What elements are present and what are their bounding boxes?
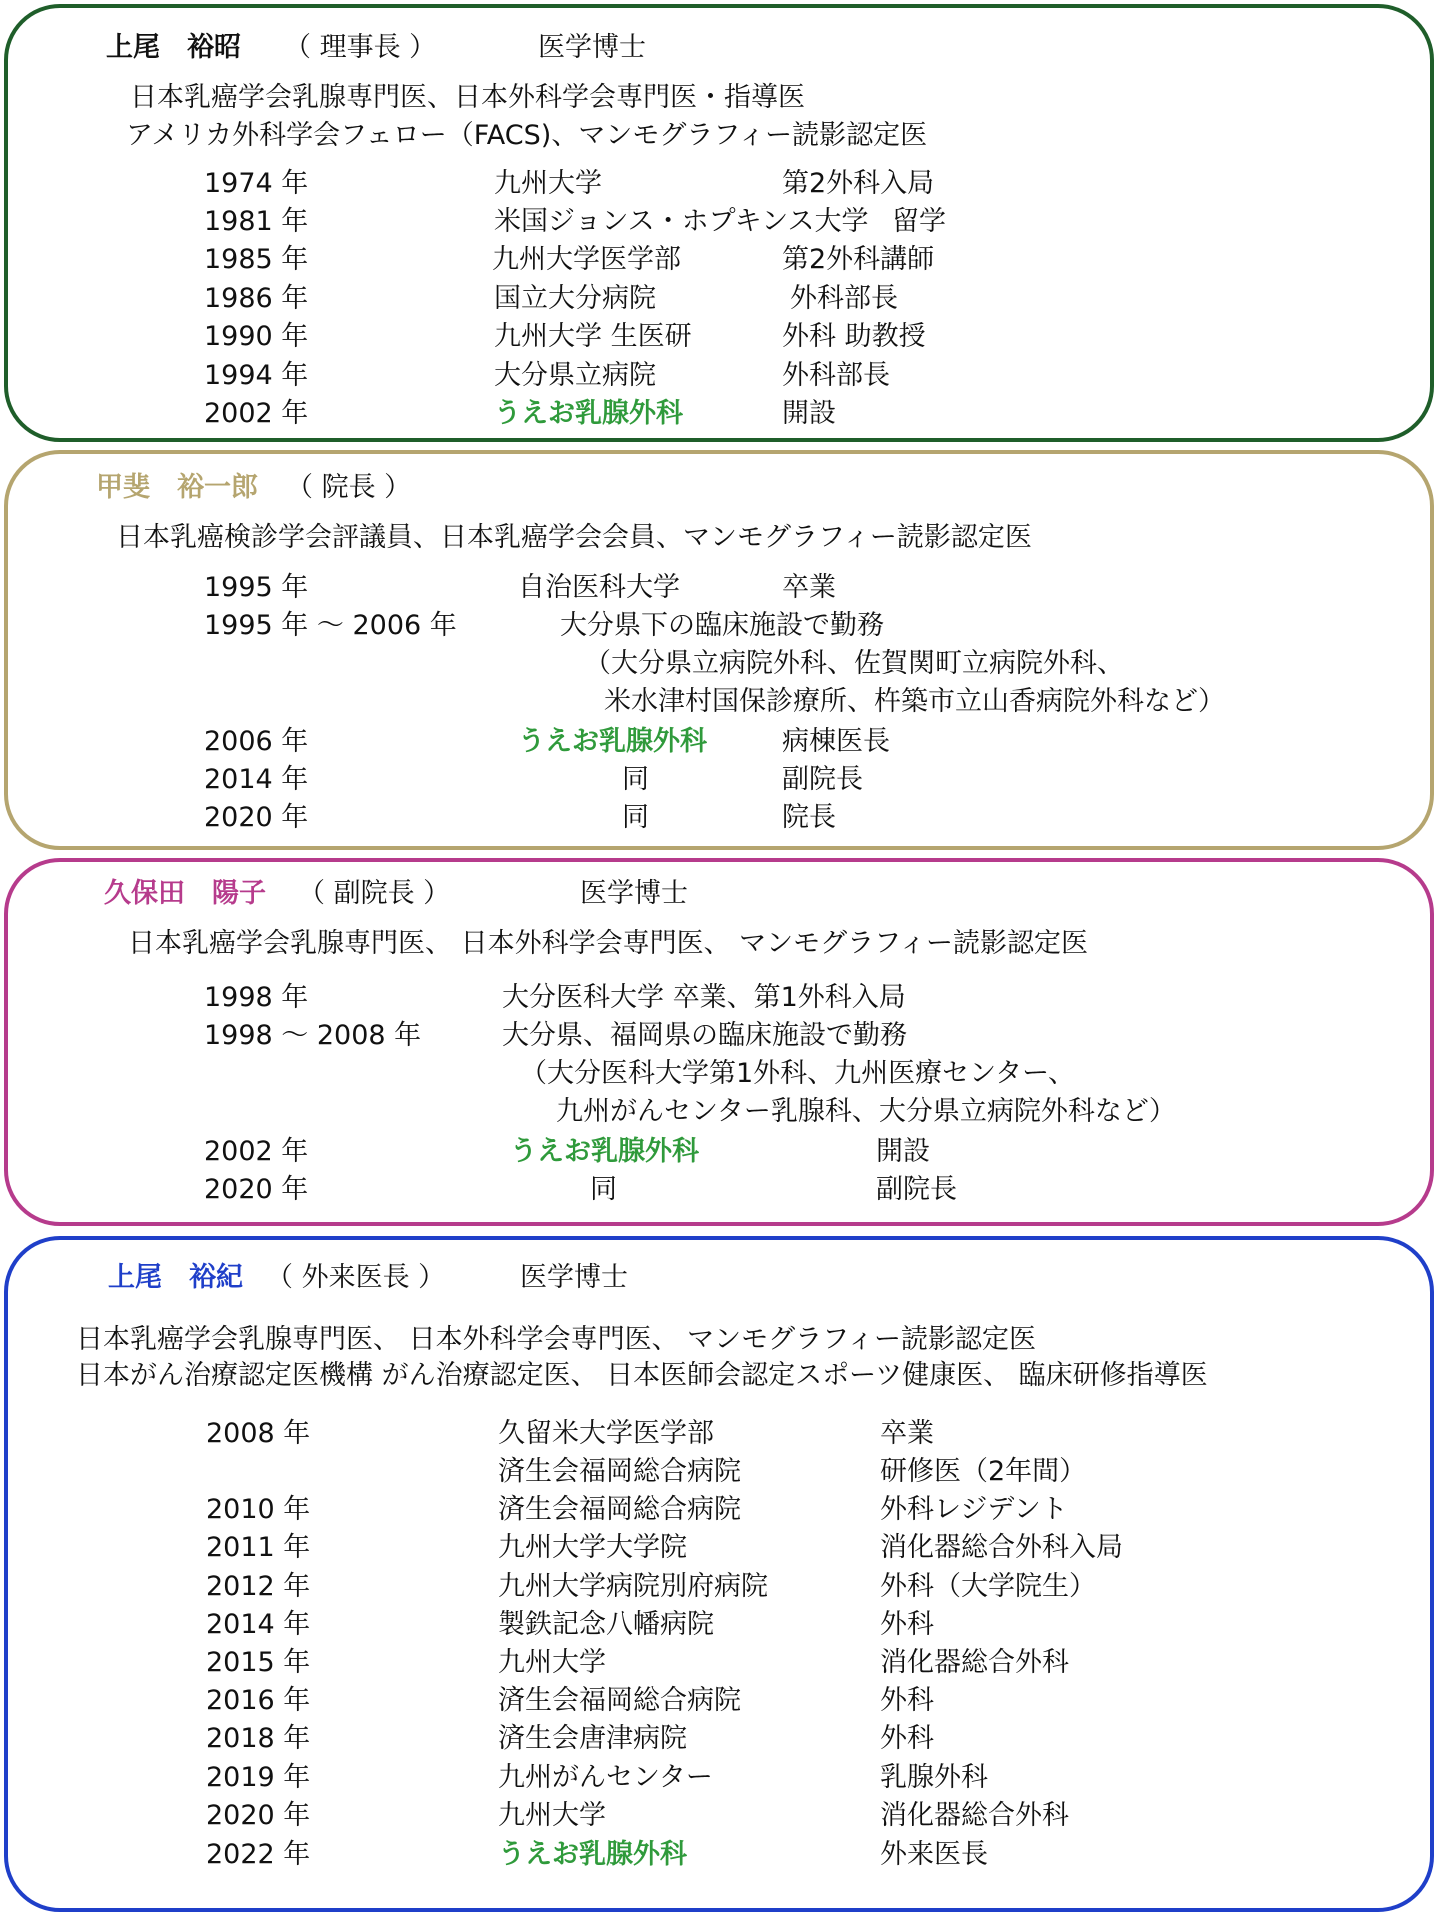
history-place: 九州大学: [498, 1800, 606, 1831]
history-place: 済生会福岡総合病院: [498, 1494, 741, 1525]
history-detail: 外科レジデント: [880, 1494, 1068, 1525]
doctor-role: （ 理事長 ）: [284, 32, 437, 63]
history-place: 米国ジョンス・ホプキンス大学: [494, 206, 869, 237]
history-year: 2006 年: [204, 726, 309, 757]
history-detail: 院長: [782, 802, 836, 833]
history-year: 2016 年: [206, 1685, 311, 1716]
history-detail: 外科部長: [782, 360, 890, 391]
history-place: 久留米大学医学部: [498, 1418, 714, 1449]
history-sub-line: （大分県立病院外科、佐賀関町立病院外科、: [584, 648, 1124, 679]
history-year: 2002 年: [204, 1136, 309, 1167]
doctor-name: 甲斐 裕一郎: [96, 472, 258, 503]
history-year: 1990 年: [204, 321, 309, 352]
history-place: 九州大学 生医研: [494, 321, 692, 352]
history-detail: 乳腺外科: [880, 1762, 988, 1793]
history-place: 同: [622, 764, 649, 795]
history-year: 2011 年: [206, 1532, 311, 1563]
clinic-name: うえお乳腺外科: [498, 1839, 687, 1870]
history-detail: 消化器総合外科: [880, 1647, 1069, 1678]
history-place: 九州大学: [498, 1647, 606, 1678]
history-year: 2010 年: [206, 1494, 311, 1525]
history-year: 2012 年: [206, 1571, 311, 1602]
history-detail: 消化器総合外科入局: [880, 1532, 1123, 1563]
history-detail: 開設: [876, 1136, 930, 1167]
history-detail: 外来医長: [880, 1839, 988, 1870]
history-place: 九州大学病院別府病院: [498, 1571, 768, 1602]
history-sub-line: （大分医科大学第1外科、九州医療センター、: [520, 1058, 1076, 1089]
history-year: 1998 年: [204, 982, 309, 1013]
history-detail: 消化器総合外科: [880, 1800, 1069, 1831]
history-place: 国立大分病院: [494, 283, 656, 314]
history-place: 大分県下の臨床施設で勤務: [560, 610, 884, 641]
history-detail: 卒業: [782, 572, 836, 603]
history-detail: 外科 助教授: [782, 321, 926, 352]
history-year: 2020 年: [204, 802, 309, 833]
history-year: 2014 年: [204, 764, 309, 795]
history-place: 製鉄記念八幡病院: [498, 1609, 714, 1640]
doctor-name: 上尾 裕紀: [108, 1262, 243, 1293]
history-place: 同: [622, 802, 649, 833]
history-sub-line: 米水津村国保診療所、杵築市立山香病院外科など）: [604, 686, 1225, 717]
history-place: 九州大学: [494, 168, 602, 199]
history-year: 2019 年: [206, 1762, 311, 1793]
history-detail: 外科: [880, 1723, 934, 1754]
doctor-degree: 医学博士: [580, 878, 688, 909]
qualification-line: 日本がん治療認定医機構 がん治療認定医、 日本医師会認定スポーツ健康医、 臨床研修指導医: [76, 1360, 1208, 1391]
history-year: 2020 年: [206, 1800, 311, 1831]
history-place: 済生会福岡総合病院: [498, 1685, 741, 1716]
history-year: 1994 年: [204, 360, 309, 391]
history-place: 大分医科大学 卒業、第1外科入局: [502, 982, 906, 1013]
history-detail: 第2外科入局: [782, 168, 935, 199]
history-sub-line: 九州がんセンター乳腺科、大分県立病院外科など）: [556, 1096, 1176, 1127]
history-place: 済生会唐津病院: [498, 1723, 687, 1754]
history-detail: 外科: [880, 1685, 934, 1716]
qualification-line: 日本乳癌学会乳腺専門医、 日本外科学会専門医、 マンモグラフィー読影認定医: [76, 1324, 1037, 1355]
doctor-degree: 医学博士: [520, 1262, 628, 1293]
qualification-line: 日本乳癌学会乳腺専門医、日本外科学会専門医・指導医: [130, 82, 805, 113]
doctor-name: 上尾 裕昭: [106, 32, 241, 63]
doctor-name: 久保田 陽子: [104, 878, 266, 909]
history-detail: 病棟医長: [782, 726, 890, 757]
clinic-name: うえお乳腺外科: [510, 1136, 699, 1167]
history-year: 2008 年: [206, 1418, 311, 1449]
history-detail: 外科（大学院生）: [880, 1571, 1096, 1602]
history-place: 同: [590, 1174, 617, 1205]
doctor-role: （ 副院長 ）: [298, 878, 451, 909]
history-year: 2018 年: [206, 1723, 311, 1754]
clinic-name: うえお乳腺外科: [518, 726, 707, 757]
history-year: 1995 年: [204, 572, 309, 603]
history-detail: 開設: [782, 398, 836, 429]
qualification-line: 日本乳癌学会乳腺専門医、 日本外科学会専門医、 マンモグラフィー読影認定医: [128, 928, 1089, 959]
doctor-role: （ 外来医長 ）: [266, 1262, 446, 1293]
history-detail: 外科部長: [790, 283, 898, 314]
history-year: 2020 年: [204, 1174, 309, 1205]
profile-card-kai-yuichiro: [4, 450, 1434, 850]
qualification-line: アメリカ外科学会フェロー（FACS)、マンモグラフィー読影認定医: [126, 120, 928, 151]
history-year: 1986 年: [204, 283, 309, 314]
doctor-degree: 医学博士: [538, 32, 646, 63]
history-year: 2015 年: [206, 1647, 311, 1678]
history-place: 九州がんセンター: [498, 1762, 713, 1793]
history-year: 1985 年: [204, 244, 309, 275]
history-year: 1974 年: [204, 168, 309, 199]
history-detail: 留学: [892, 206, 946, 237]
history-year: 2014 年: [206, 1609, 311, 1640]
doctor-role: （ 院長 ）: [286, 472, 412, 503]
history-place: 大分県立病院: [494, 360, 656, 391]
history-detail: 第2外科講師: [782, 244, 935, 275]
profile-card-ueo-hironori: [4, 1236, 1434, 1912]
history-detail: 研修医（2年間）: [880, 1456, 1087, 1487]
history-place: 自治医科大学: [518, 572, 680, 603]
history-year: 2002 年: [204, 398, 309, 429]
clinic-name: うえお乳腺外科: [494, 398, 683, 429]
history-detail: 副院長: [782, 764, 863, 795]
history-detail: 卒業: [880, 1418, 934, 1449]
profile-card-kubota-yoko: [4, 858, 1434, 1226]
history-place: 九州大学大学院: [498, 1532, 687, 1563]
profile-card-ueo-hiroaki: [4, 4, 1434, 442]
history-detail: 副院長: [876, 1174, 957, 1205]
history-year: 1998 〜 2008 年: [204, 1020, 422, 1051]
history-detail: 外科: [880, 1609, 934, 1640]
history-year: 1995 年 〜 2006 年: [204, 610, 457, 641]
history-place: 大分県、福岡県の臨床施設で勤務: [502, 1020, 907, 1051]
history-year: 1981 年: [204, 206, 309, 237]
history-year: 2022 年: [206, 1839, 311, 1870]
history-place: 済生会福岡総合病院: [498, 1456, 741, 1487]
qualification-line: 日本乳癌検診学会評議員、日本乳癌学会会員、マンモグラフィー読影認定医: [116, 522, 1032, 553]
history-place: 九州大学医学部: [492, 244, 681, 275]
